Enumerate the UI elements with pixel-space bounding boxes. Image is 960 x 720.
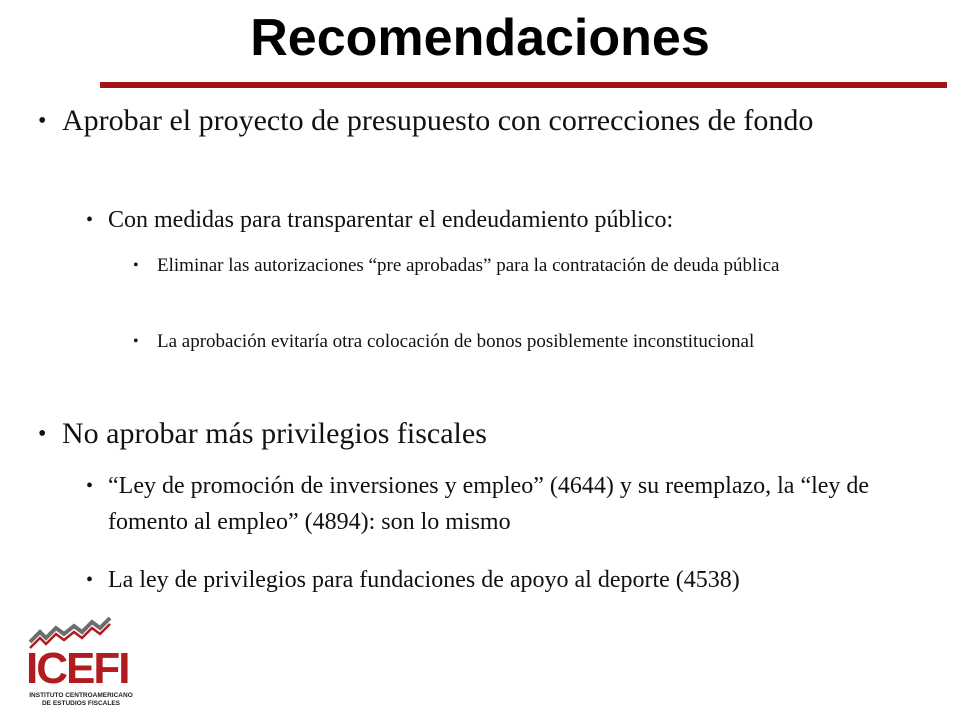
sub-sub-bullet-item — [133, 326, 887, 358]
bullet-item — [38, 413, 920, 455]
bullet-dot-icon: • — [86, 569, 94, 591]
sub-bullet-item — [86, 562, 916, 598]
bullet-dot-icon: • — [86, 475, 94, 497]
bullet-dot-icon: • — [133, 257, 139, 274]
bullet-text: La ley de privilegios para fundaciones de apoyo al deporte (4538) — [108, 567, 740, 593]
logo-subtitle — [26, 692, 136, 708]
logo-wordmark: ICEFI — [26, 644, 129, 693]
bullet-dot-icon: • — [86, 209, 94, 231]
bullet-text: No aprobar más privilegios fiscales — [62, 417, 487, 450]
bullet-dot-icon: • — [133, 333, 139, 350]
bullet-text: “Ley de promoción de inversiones y empleo” (4644) y su reemplazo, la “ley de fomento al empleo” (4894): son lo mismo — [108, 473, 870, 535]
logo-subtitle-line: INSTITUTO CENTROAMERICANO — [29, 692, 133, 699]
bullet-text: Con medidas para transparentar el endeudamiento público: — [108, 207, 674, 233]
bullet-text: Aprobar el proyecto de presupuesto con correcciones de fondo — [62, 104, 814, 137]
bullet-dot-icon: • — [38, 421, 47, 447]
logo-subtitle-line: DE ESTUDIOS FISCALES — [41, 700, 120, 707]
sub-sub-bullet-item — [133, 250, 887, 282]
bullet-dot-icon: • — [38, 108, 47, 134]
icefi-logo — [22, 610, 132, 715]
bullet-item — [38, 100, 920, 142]
sub-bullet-item — [86, 468, 916, 540]
bullet-text: Eliminar las autorizaciones “pre aprobadas” para la contratación de deuda pública — [157, 255, 780, 276]
bullet-text: La aprobación evitaría otra colocación de bonos posiblemente inconstitucional — [157, 331, 755, 352]
sub-bullet-item — [86, 202, 916, 238]
slide-title: Recomendaciones — [250, 9, 710, 67]
